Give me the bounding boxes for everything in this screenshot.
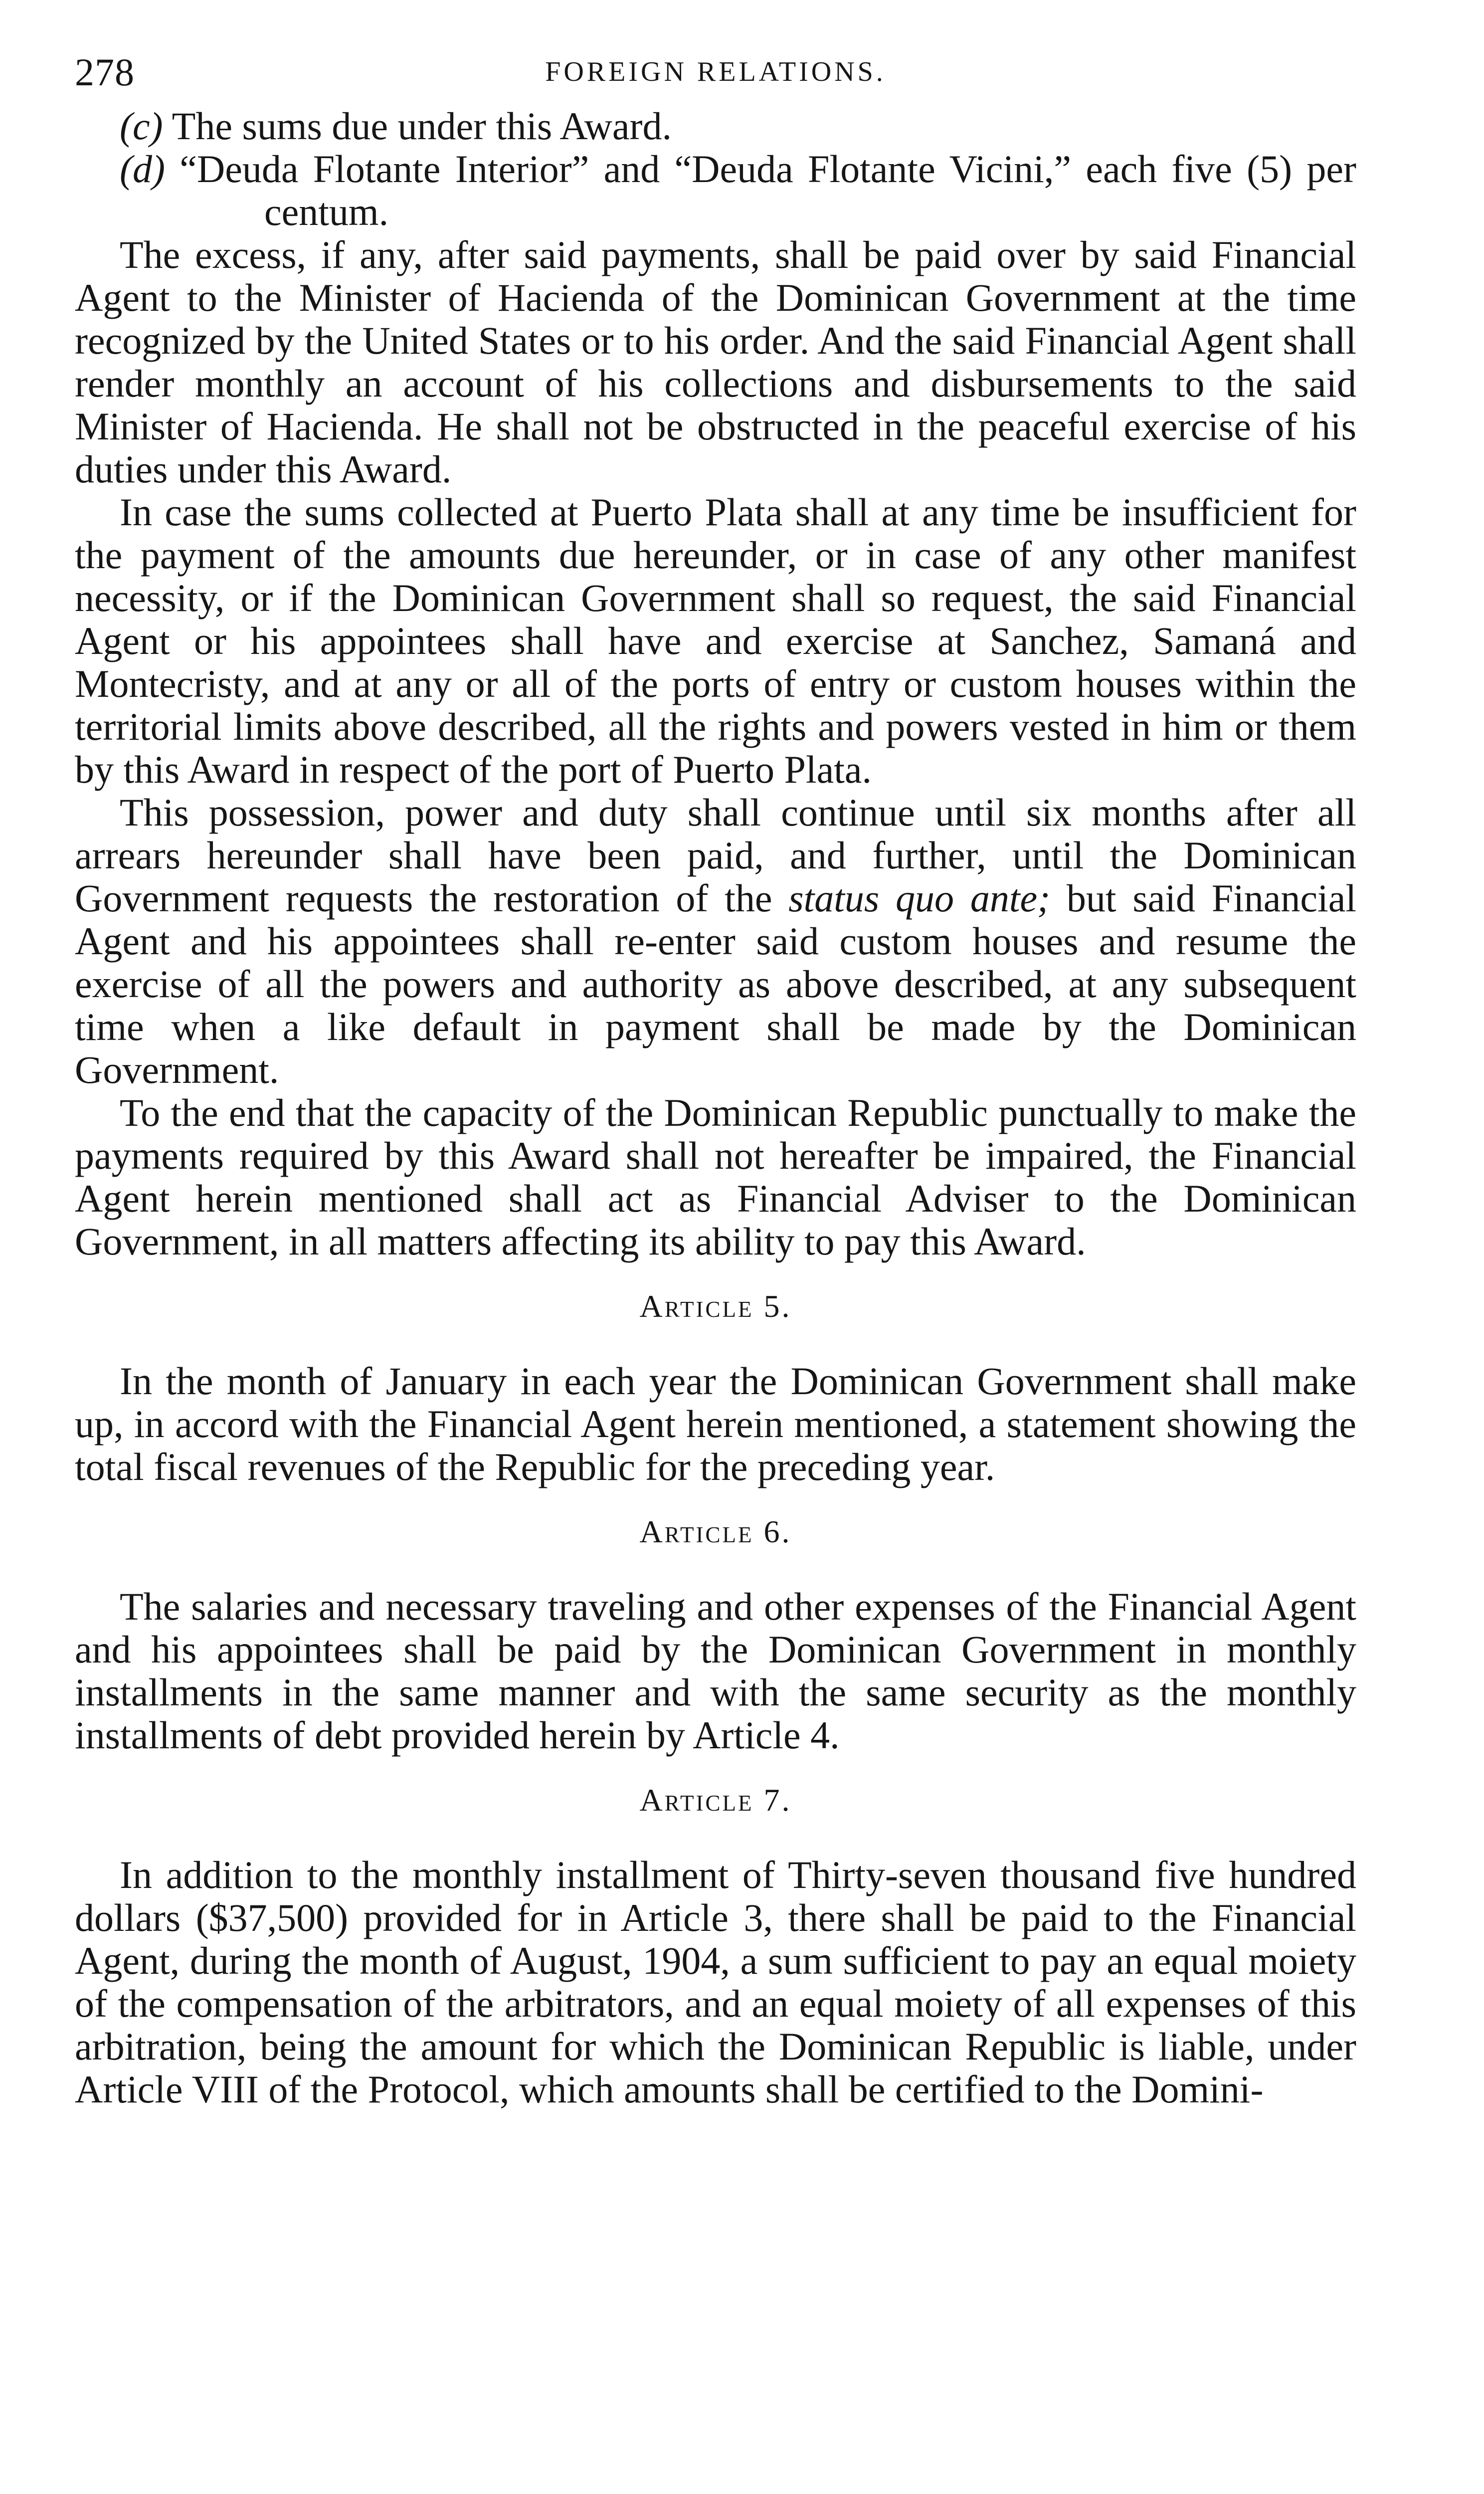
list-item-label: (c) <box>120 104 163 148</box>
running-head: FOREIGN RELATIONS. <box>545 56 886 87</box>
list-item-text: “Deuda Flotante Interior” and “Deuda Flotante Vicini,” each five (5) per centum. <box>180 147 1356 233</box>
list-item-c <box>75 105 1356 148</box>
page-header <box>75 45 1356 105</box>
italic-phrase: status quo ante; <box>788 876 1051 920</box>
article-6-heading: Article 6. <box>639 1514 792 1549</box>
document-page <box>75 45 1356 2449</box>
article-5-heading: Article 5. <box>639 1288 792 1324</box>
article-6-text: The salaries and necessary traveling and other expenses of the Financial Agent and his appointees shall be paid by the Dominican Government in monthly installments in the same manner and with the same security as the monthly installments of debt provided herein by Article 4. <box>75 1585 1356 1757</box>
body-text <box>75 105 1356 2111</box>
paragraph-excess-payments: The excess, if any, after said payments, shall be paid over by said Financial Agent to the Minister of Hacienda of the Dominican Government at the time recognized by the United States or to his order. And the said Financial Agent shall render monthly an account of his collections and disbursements to the said Minister of Hacienda. He shall not be obstructed in the peaceful exercise of his duties under this Award. <box>75 233 1356 491</box>
paragraph-financial-adviser: To the end that the capacity of the Dominican Republic punctually to make the payments required by this Award shall not hereafter be impaired, the Financial Agent herein mentioned shall act as Financial Adviser to the Dominican Government, in all matters affecting its ability to pay this Award. <box>75 1091 1356 1263</box>
list-item-text: The sums due under this Award. <box>172 104 672 148</box>
list-item-label: (d) <box>120 147 165 191</box>
paragraph-insufficient-sums: In case the sums collected at Puerto Plata shall at any time be insufficient for the payment of the amounts due hereunder, or in case of any other manifest necessity, or if the Dominican Government shall so request, the said Financial Agent or his appointees shall have and exercise at Sanchez, Samaná and Montecristy, and at any or all of the ports of entry or custom houses within the territorial limits above described, all the rights and powers vested in him or them by this Award in respect of the port of Puerto Plata. <box>75 490 1356 791</box>
paragraph-text: This possession, power and duty shall continue until six months after all arrears hereunder shall have been paid, and further, until the Dominican Government requests the restoration of the <box>75 791 1356 920</box>
paragraph-text: but said Financial Agent and his appointees shall re-enter said custom houses and resume the exercise of all the powers and authority as above described, at any subsequent time when a like default in payment shall be made by the Dominican Government. <box>75 876 1356 1091</box>
list-item-d <box>75 148 1356 233</box>
article-7-text: In addition to the monthly installment of Thirty-seven thousand five hundred dollars ($37,500) provided for in Article 3, there shall be paid to the Financial Agent, during the month of August, 1904, a sum sufficient to pay an equal moiety of the compensation of the arbitrators, and an equal moiety of all expenses of this arbitration, being the amount for which the Dominican Republic is liable, under Article VIII of the Protocol, which amounts shall be certified to the Domini- <box>75 1853 1356 2111</box>
article-7-heading: Article 7. <box>639 1782 792 1818</box>
paragraph-possession-duty <box>75 791 1356 1091</box>
article-5-text: In the month of January in each year the Dominican Government shall make up, in accord with the Financial Agent herein mentioned, a statement showing the total fiscal revenues of the Republic for the preceding year. <box>75 1359 1356 1488</box>
page-number: 278 <box>75 50 135 94</box>
